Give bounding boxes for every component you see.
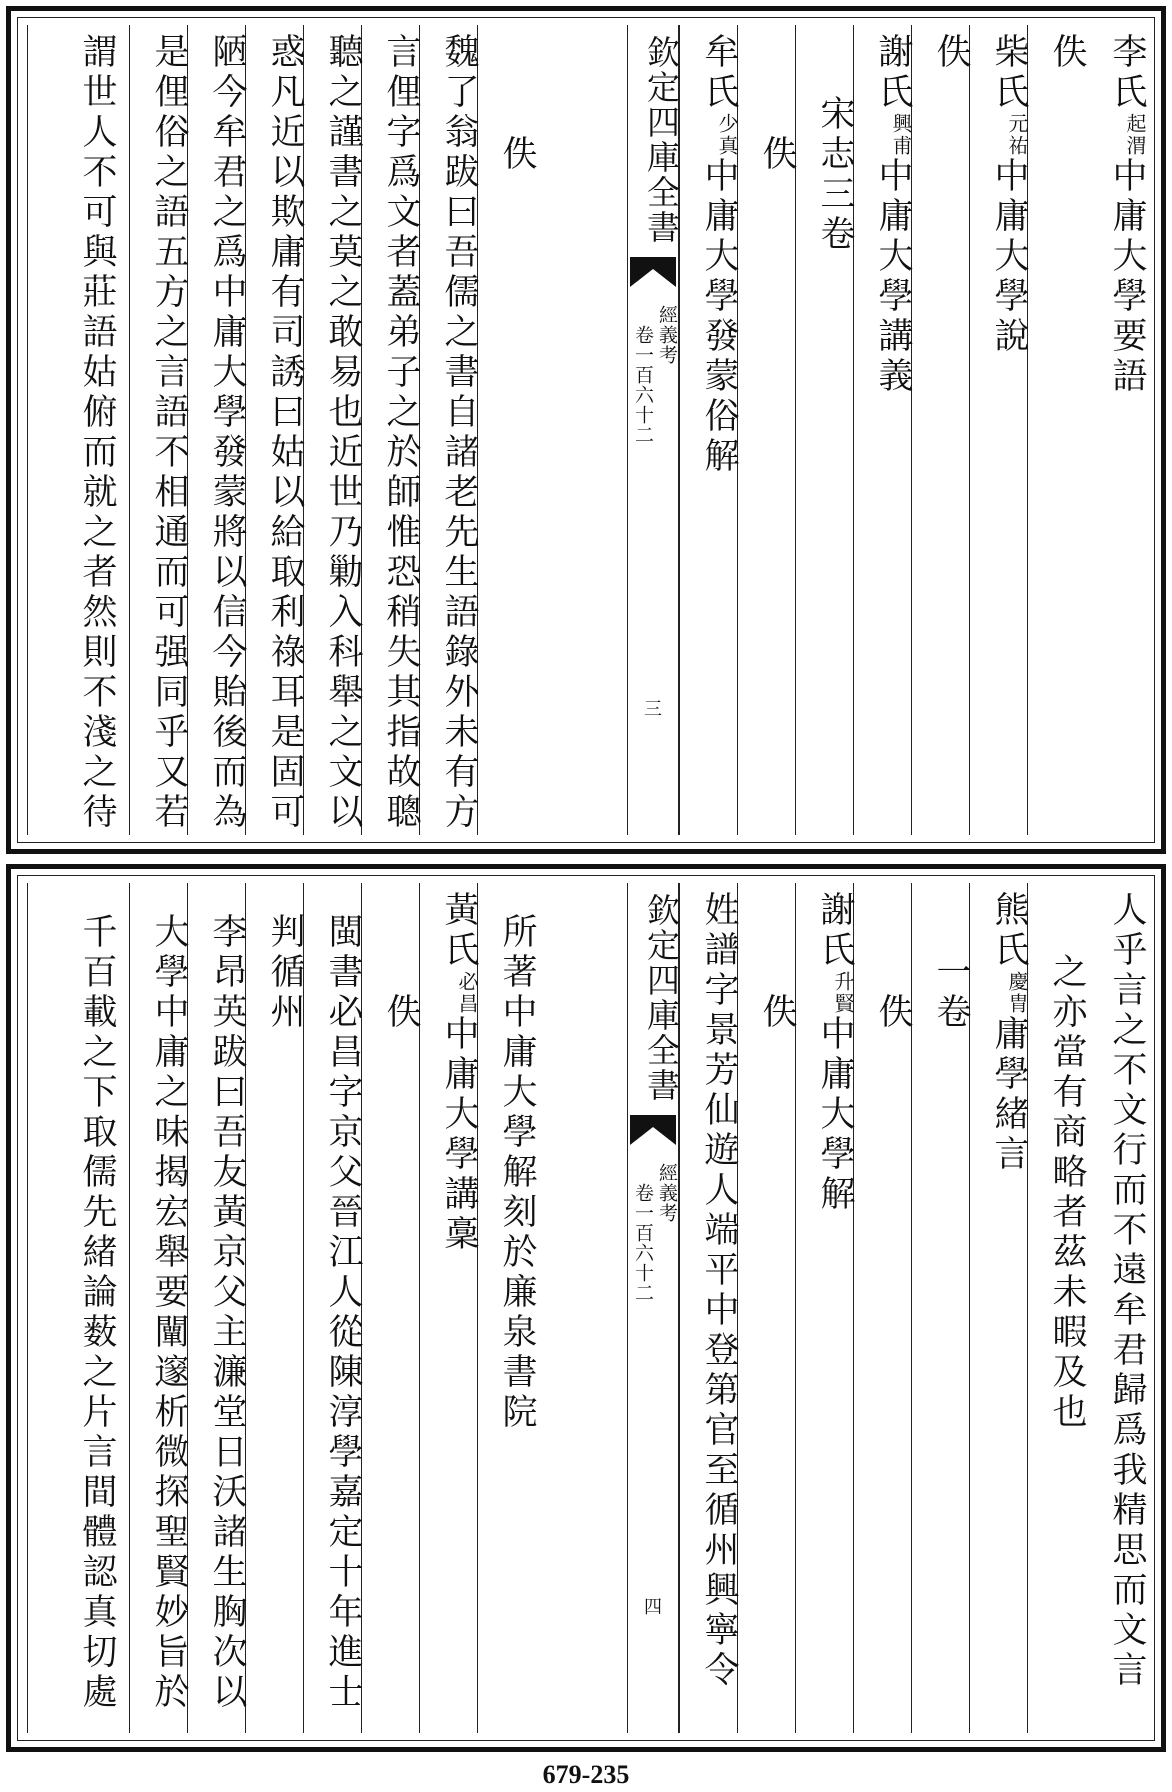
- band-sub-top: 經義考: [656, 305, 678, 365]
- text-column: 魏了翁跋曰吾儒之書自諸老先生語錄外未有方: [419, 25, 477, 835]
- band-title: 欽定四庫全書: [642, 35, 681, 245]
- page-number: 三: [644, 699, 662, 720]
- text-column: 陋今牟君之爲中庸大學發蒙將以信今貽後而為: [187, 25, 245, 835]
- fish-tail-mark: [630, 257, 676, 287]
- text-column: 人乎言之不文行而不遠牟君歸爲我精思而文言: [1107, 891, 1147, 1691]
- bottom-page: [6, 864, 1166, 1752]
- text-column: 柴氏 元祐 中庸大學說: [969, 25, 1027, 835]
- top-page: [6, 6, 1166, 854]
- band-title: 欽定四庫全書: [642, 893, 681, 1103]
- text-column: 閩書必昌字京父晉江人從陳淳學嘉定十年進士: [303, 883, 361, 1733]
- text-column: 大學中庸之味揭宏舉要闡邃析微探聖賢妙旨於: [129, 883, 187, 1733]
- text-column: 熊氏 慶胄 庸學緒言: [969, 883, 1027, 1733]
- text-column: 佚: [1027, 25, 1085, 835]
- band-sub-top: 經義考: [656, 1163, 678, 1223]
- page-footer-number: 679-235: [542, 1760, 630, 1789]
- text-column: 佚: [911, 25, 969, 835]
- text-column: 聽之謹書之莫之敢易也近世乃勦入科舉之文以: [303, 25, 361, 835]
- text-column: 所著中庸大學解刻於廉泉書院: [477, 883, 535, 1733]
- text-column: 佚: [477, 25, 535, 835]
- text-column: 是俚俗之語五方之言語不相通而可强同乎又若: [129, 25, 187, 835]
- text-column: 李氏 起渭 中庸大學要語: [1107, 33, 1147, 397]
- text-column: 惑凡近以欺庸有司誘曰姑以給取利祿耳是固可: [245, 25, 303, 835]
- text-column: 黃氏 必昌 中庸大學講稾: [419, 883, 477, 1733]
- text-column: 佚: [853, 883, 911, 1733]
- text-column: 姓譜字景芳仙遊人端平中登第官至循州興寧令: [679, 883, 737, 1733]
- center-band: [627, 25, 679, 835]
- text-column: 佚: [737, 25, 795, 835]
- text-column: 之亦當有商略者茲未暇及也: [1027, 883, 1085, 1733]
- text-column: 謝氏 興甫 中庸大學講義: [853, 25, 911, 835]
- fish-tail-mark: [630, 1115, 676, 1145]
- text-column: 判循州: [245, 883, 303, 1733]
- text-column: 牟氏 少真 中庸大學發蒙俗解: [679, 25, 737, 835]
- text-column: 千百載之下取儒先緒論薮之片言間體認真切處: [27, 883, 129, 1733]
- text-column: 一卷: [911, 883, 969, 1733]
- page-number: 四: [644, 1597, 662, 1618]
- text-column: 謂世人不可與莊語姑俯而就之者然則不淺之待: [27, 25, 129, 835]
- text-column: 佚: [361, 883, 419, 1733]
- text-column: 言俚字爲文者蓋弟子之於師惟恐稍失其指故聰: [361, 25, 419, 835]
- text-column: 佚: [737, 883, 795, 1733]
- text-column: 謝氏 升賢 中庸大學解: [795, 883, 853, 1733]
- text-column: 李昂英跋曰吾友黃京父主濂堂日沃諸生胸次以: [187, 883, 245, 1733]
- band-sub-bottom: 卷一百六十二: [632, 1183, 654, 1303]
- band-sub-bottom: 卷一百六十二: [632, 325, 654, 445]
- center-band: [627, 883, 679, 1733]
- text-column: 宋志三卷: [795, 25, 853, 835]
